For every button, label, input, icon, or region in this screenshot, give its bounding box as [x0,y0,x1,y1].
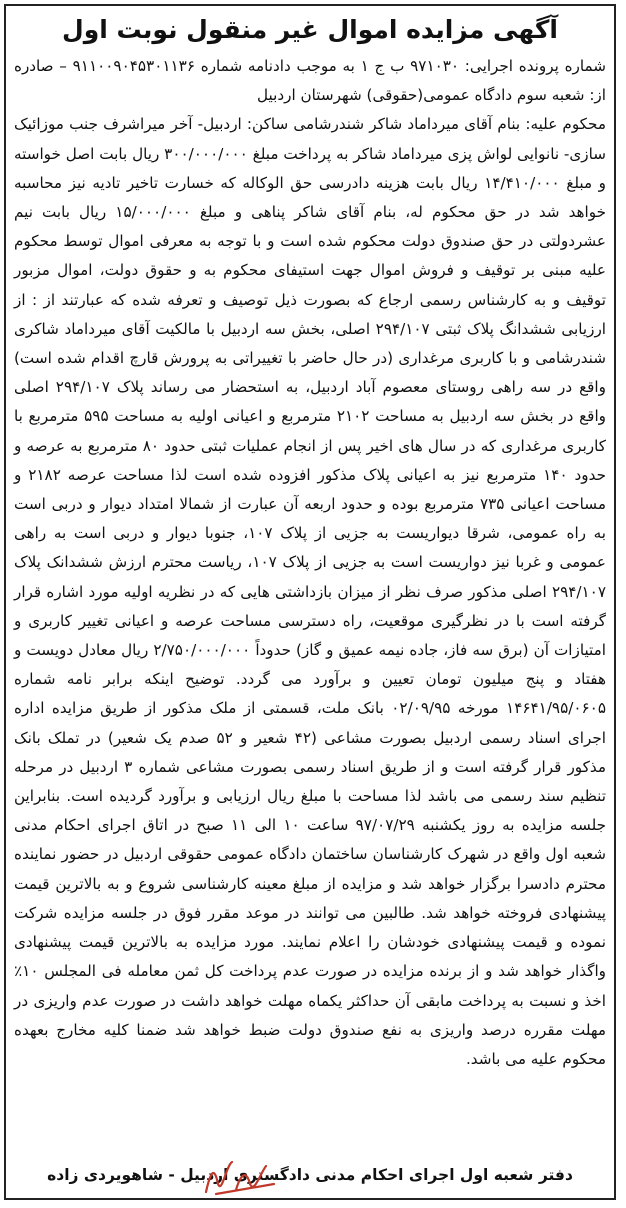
case-info-paragraph: شماره پرونده اجرایی: ۹۷۱۰۳۰ ب ج ۱ به موجب دادنامه شماره ۹۱۱۰۰۹۰۴۵۳۰۱۱۳۶ – صادره از: شعبه سوم دادگاه عمومی(حقوقی) شهرستان اردبیل [14,57,607,105]
handwritten-signature [196,1154,286,1196]
notice-main-paragraph: محکوم علیه: بنام آقای میرداماد شاکر شندرشامی ساکن: اردبیل- آخر میراشرف جنب موزائیک سازی- نانوایی لواش پزی میرداماد شاکر به پرداخت مبلغ ۳۰۰/۰۰۰/۰۰۰ ریال بابت اصل خواسته و مبلغ ۱۴/۴۱۰/۰۰۰ ریال بابت هزینه دادرسی حق الوکاله که خسارت تاخیر تادیه نیز محاسبه خواهد شد در حق محکوم له، بنام آقای شاکر پناهی و مبلغ ۱۵/۰۰۰/۰۰۰ ریال بابت نیم عشردولتی در حق صندوق دولت محکوم شده است و با توجه به معرفی اموال توسط محکوم علیه مبنی بر توقیف و فروش اموال جهت استیفای محکوم به و حقوق دولت، اموال مزبور توقیف و به کارشناس رسمی ارجاع که بصورت ذیل توصیف و تعرفه شده که عبارتند از : از ارزیابی ششدانگ پلاک ثبتی ۲۹۴/۱۰۷ اصلی، بخش سه اردبیل با مالکیت آقای میرداماد شاکری شندرشامی و با کاربری مرغداری (در حال حاضر با تغییراتی به پرورش قارچ اقدام شده است) واقع در سه راهی روستای معصوم آباد اردبیل، به استحضار می رساند پلاک ۲۹۴/۱۰۷ اصلی واقع در بخش سه اردبیل به مساحت ۲۱۰۲ مترمربع و اعیانی اولیه به مساحت ۵۹۵ مترمربع با کاربری مرغداری که در سال های اخیر پس از انجام عملیات ثبتی حدود ۸۰ مترمربع به عرصه و حدود ۱۴۰ مترمربع نیز به اعیانی پلاک مذکور افزوده شده است لذا مساحت عرصه ۲۱۸۲ و مساحت اعیانی ۷۳۵ مترمربع بوده و حدود اربعه آن عبارت از شمالا امتداد دیوار و دربی است به راه عمومی، شرقا دیواریست به جزیی از پلاک ۱۰۷، جنوبا دیوار و دربی است به راهی عمومی و غربا نیز دواریست است به جزیی از پلاک ۱۰۷، ریاست محترم ارزش ششدانک پلاک ۲۹۴/۱۰۷ اصلی مذکور صرف نظر از میزان بازداشتی هایی که در نظریه اولیه مورد اشاره قرار گرفته است با در نظرگیری موقعیت، راه دسترسی مساحت عرصه و اعیانی تغییر کاربری و امتیازات آن (برق سه فاز، جاده نیمه عمیق و گاز) حدوداً ۲/۷۵۰/۰۰۰/۰۰۰ ریال معادل دویست و هفتاد و پنج میلیون تومان تعیین و برآورد می گردد. توضیح اینکه برابر نامه شماره ۱۴۶۴۱/۹۵/۰۶۰۵ مورخه ۰۲/۰۹/۹۵ بانک ملت، قسمتی از ملک مذکور از طریق مزایده اداره اجرای اسناد رسمی اردبیل بصورت مشاعی (۴۲ شعیر و ۵۲ صدم یک شعیر) در تملک بانک مذکور قرار گرفته است و از طریق اسناد رسمی بصورت مشاعی شماره ۳ اردبیل در مرحله تنظیم سند رسمی می باشد لذا مساحت با مبلغ ریال ارزیابی و برآورد گردیده است. بنابراین جلسه مزایده به روز یکشنبه ۹۷/۰۷/۲۹ ساعت ۱۰ الی ۱۱ صبح در اتاق اجرای احکام مدنی شعبه اول واقع در شهرک کارشناسان ساختمان دادگاه عمومی حقوقی اردبیل در حضور نماینده محترم دادسرا برگزار خواهد شد و مزایده از مبلغ معینه کارشناسی شروع و به بالاترین قیمت پیشنهادی فروخته خواهد شد. طالبین می توانند در موعد مقرر فوق در جلسه مزایده شرکت نموده و قیمت پیشنهادی خودشان را اعلام نمایند. مورد مزایده به بالاترین قیمت پیشنهادی واگذار خواهد شد و از برنده مزایده در صورت عدم پرداخت کل ثمن معامله فی المجلس ۱۰٪ اخذ و نسبت به پرداخت مابقی آن حداکثر یکماه مهلت خواهد داشت در صورت عدم واریزی در مهلت مقرره درصد واریزی به نفع صندوق دولت ضبط خواهد شد ضمنا کلیه مخارج بعهده محکوم علیه می باشد. [14,115,607,1068]
notice-footer: دفتر شعبه اول اجرای احکام مدنی دادگستری اردبیل - شاهویردی زاده [47,1166,573,1184]
auction-notice [4,4,616,1200]
notice-body [14,52,606,1074]
notice-title: آگهی مزایده اموال غیر منقول نوبت اول [62,15,558,44]
